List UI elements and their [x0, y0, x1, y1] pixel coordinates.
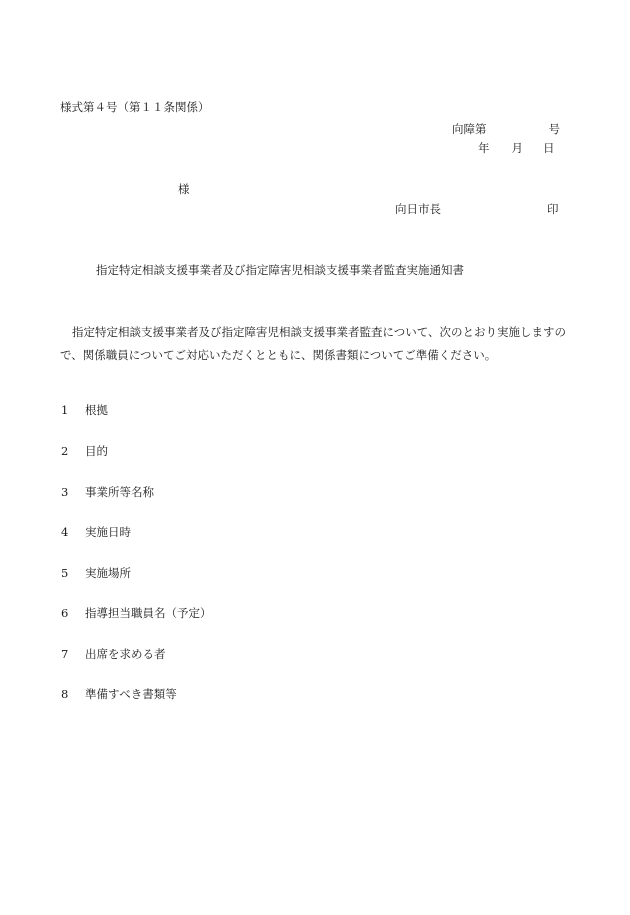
- list-item: [61, 689, 177, 701]
- date-month: 月: [511, 141, 523, 155]
- list-item: [61, 405, 108, 417]
- list-item: [61, 568, 131, 580]
- list-item: [61, 487, 154, 499]
- item-label: 出席を求める者: [85, 647, 166, 661]
- item-label: 根拠: [85, 403, 108, 417]
- list-item: [61, 446, 108, 458]
- item-label: 目的: [85, 444, 108, 458]
- list-item: [61, 608, 212, 620]
- item-label: 準備すべき書類等: [85, 687, 177, 701]
- item-label: 指導担当職員名（予定）: [85, 606, 212, 620]
- item-number: 5: [61, 566, 69, 580]
- seal-mark: 印: [547, 202, 559, 216]
- document-title: 指定特定相談支援事業者及び指定障害児相談支援事業者監査実施通知書: [96, 263, 464, 277]
- body-text: 指定特定相談支援事業者及び指定障害児相談支援事業者監査について、次のとおり実施しますので、関係職員についてご対応いただくとともに、関係書類についてご準備ください。: [60, 325, 567, 362]
- sender-line: [395, 204, 559, 216]
- issue-prefix: 向障第: [452, 122, 487, 136]
- item-number: 6: [61, 606, 69, 620]
- date-line: [478, 143, 555, 155]
- item-number: 3: [61, 485, 69, 499]
- item-number: 4: [61, 525, 69, 539]
- body-paragraph: [60, 321, 580, 367]
- item-label: 事業所等名称: [85, 485, 154, 499]
- item-number: 1: [61, 403, 69, 417]
- list-item: [61, 527, 131, 539]
- issue-number-line: [452, 124, 560, 136]
- issue-suffix: 号: [548, 122, 560, 136]
- list-item: [61, 649, 166, 661]
- date-year: 年: [478, 141, 490, 155]
- item-number: 7: [61, 647, 69, 661]
- addressee-honorific: 様: [178, 182, 190, 196]
- item-label: 実施場所: [85, 566, 131, 580]
- item-label: 実施日時: [85, 525, 131, 539]
- item-number: 8: [61, 687, 69, 701]
- item-number: 2: [61, 444, 69, 458]
- form-number: 様式第４号（第１１条関係）: [60, 100, 210, 114]
- sender-name: 向日市長: [395, 202, 441, 216]
- date-day: 日: [543, 141, 555, 155]
